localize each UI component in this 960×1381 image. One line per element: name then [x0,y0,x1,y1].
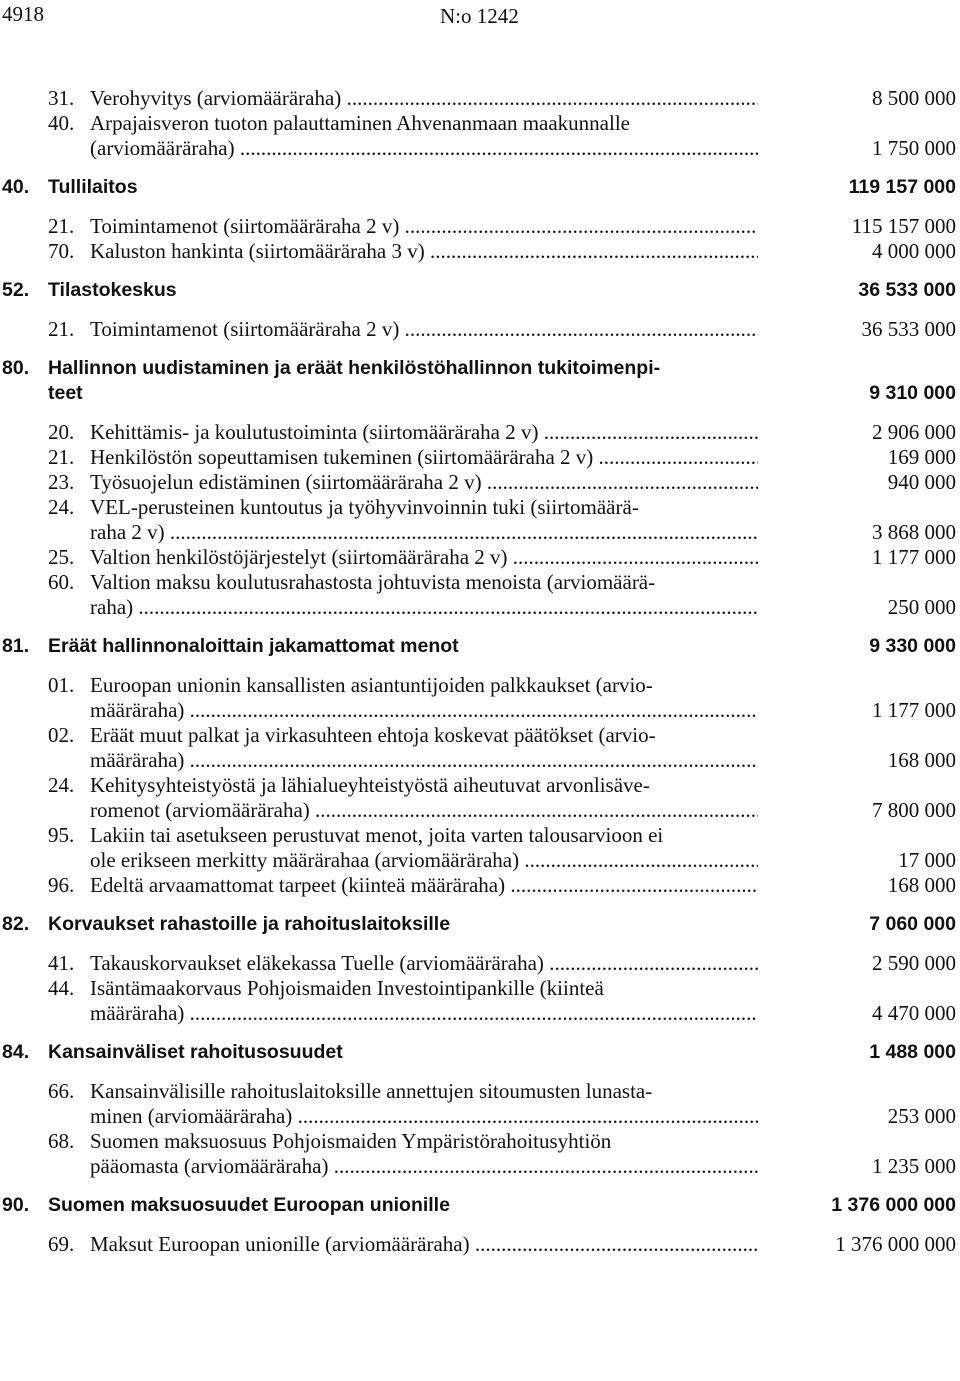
item-amount: 2 590 000 [872,951,956,975]
item-text: Euroopan unionin kansallisten asiantuntijoiden palkkaukset (arvio- [90,673,653,697]
item-text: Kansainvälisille rahoituslaitoksille annettujen sitoumusten lunasta- [90,1079,653,1103]
item-amount: 7 800 000 [872,798,956,822]
item-text: Kehitysyhteistyöstä ja lähialueyhteistyöstä aiheutuvat arvonlisäve- [90,773,650,797]
item-number: 40. [48,111,75,135]
item-row [0,723,960,748]
item-row [0,873,960,898]
item-text: Lakiin tai asetukseen perustuvat menot, joita varten talousarvioon ei [90,823,664,847]
item-number: 24. [48,773,75,797]
section-row [0,634,960,659]
item-text: minen (arviomääräraha) ..... [90,1104,758,1129]
section-amount: 1 376 000 000 [831,1194,956,1216]
item-number: 25. [48,545,75,569]
item-row [0,470,960,495]
item-number: 21. [48,317,75,341]
page-number: 4918 [2,2,44,26]
item-amount: 169 000 [887,445,956,469]
section-amount: 9 310 000 [869,382,956,404]
item-text: ole erikseen merkitty määrärahaa (arviomääräraha) ..... [90,848,758,873]
section-amount: 7 060 000 [869,913,956,935]
item-row [0,136,960,161]
item-number: 21. [48,445,75,469]
section-title: Kansainväliset rahoitusosuudet [48,1041,343,1063]
section-number: 52. [2,279,30,301]
item-number: 20. [48,420,75,444]
item-number: 69. [48,1232,75,1256]
item-text: romenot (arviomääräraha) ..... [90,798,758,823]
section-number: 90. [2,1194,30,1216]
item-text: Maksut Euroopan unionille (arviomääräraha) ..... [90,1232,758,1257]
section-amount: 1 488 000 [869,1041,956,1063]
item-text: Isäntämaakorvaus Pohjoismaiden Investointipankille (kiinteä [90,976,604,1000]
item-row [0,823,960,848]
item-row [0,673,960,698]
section-title: Tilastokeskus [48,279,177,301]
section-row [0,175,960,200]
section-title: teet [48,382,83,404]
item-row [0,317,960,342]
section-title: Eräät hallinnonaloittain jakamattomat menot [48,635,459,657]
item-amount: 1 750 000 [872,136,956,160]
item-row [0,698,960,723]
item-number: 70. [48,239,75,263]
item-amount: 1 376 000 000 [835,1232,956,1256]
item-amount: 168 000 [887,748,956,772]
section-number: 40. [2,176,30,198]
item-amount: 253 000 [887,1104,956,1128]
item-text: Toimintamenot (siirtomääräraha 2 v) ..... [90,214,758,239]
item-text: Kehittämis- ja koulutustoiminta (siirtomääräraha 2 v) ..... [90,420,758,445]
item-amount: 1 235 000 [872,1154,956,1178]
item-text: raha 2 v) ..... [90,520,758,545]
item-row [0,445,960,470]
item-row [0,214,960,239]
item-text: (arviomääräraha) ..... [90,136,758,161]
item-row [0,239,960,264]
item-number: 21. [48,214,75,238]
section-amount: 36 533 000 [858,279,956,301]
item-number: 68. [48,1129,75,1153]
item-text: määräraha) ..... [90,698,758,723]
item-text: Toimintamenot (siirtomääräraha 2 v) ..... [90,317,758,342]
item-number: 01. [48,673,75,697]
section-title: Tullilaitos [48,176,138,198]
section-row [0,381,960,406]
item-row [0,595,960,620]
item-amount: 4 000 000 [872,239,956,263]
item-row [0,495,960,520]
item-text: Verohyvitys (arviomääräraha) ..... [90,86,758,111]
section-number: 84. [2,1041,30,1063]
item-number: 24. [48,495,75,519]
section-title: Suomen maksuosuudet Euroopan unionille [48,1194,450,1216]
item-text: Takauskorvaukset eläkekassa Tuelle (arviomääräraha) ..... [90,951,758,976]
item-amount: 250 000 [887,595,956,619]
section-title: Korvaukset rahastoille ja rahoituslaitoksille [48,913,451,935]
budget-list [0,86,960,1257]
item-number: 96. [48,873,75,897]
item-number: 02. [48,723,75,747]
item-text: VEL-perusteinen kuntoutus ja työhyvinvoinnin tuki (siirtomäärä- [90,495,639,519]
section-number: 80. [2,357,30,379]
item-row [0,111,960,136]
item-amount: 1 177 000 [872,698,956,722]
item-text: Henkilöstön sopeuttamisen tukeminen (siirtomääräraha 2 v) ..... [90,445,758,470]
item-row [0,545,960,570]
item-number: 44. [48,976,75,1000]
section-row [0,356,960,381]
section-amount: 119 157 000 [848,176,956,198]
item-number: 60. [48,570,75,594]
item-amount: 168 000 [887,873,956,897]
section-row [0,1193,960,1218]
section-number: 82. [2,913,30,935]
item-number: 66. [48,1079,75,1103]
item-row [0,1154,960,1179]
item-row [0,86,960,111]
item-row [0,520,960,545]
item-row [0,1232,960,1257]
item-row [0,976,960,1001]
item-text: pääomasta (arviomääräraha) ..... [90,1154,758,1179]
item-amount: 17 000 [898,848,956,872]
item-amount: 940 000 [887,470,956,494]
section-amount: 9 330 000 [869,635,956,657]
item-amount: 4 470 000 [872,1001,956,1025]
item-text: raha) ..... [90,595,758,620]
section-number: 81. [2,635,30,657]
item-text: Arpajaisveron tuoton palauttaminen Ahvenanmaan maakunnalle [90,111,630,135]
page-header [0,2,960,32]
item-text: määräraha) ..... [90,748,758,773]
item-amount: 3 868 000 [872,520,956,544]
item-text: Valtion maksu koulutusrahastosta johtuvista menoista (arviomäärä- [90,570,656,594]
item-number: 23. [48,470,75,494]
item-row [0,773,960,798]
item-row [0,798,960,823]
item-text: Edeltä arvaamattomat tarpeet (kiinteä määräraha) ..... [90,873,758,898]
item-row [0,951,960,976]
item-text: Valtion henkilöstöjärjestelyt (siirtomääräraha 2 v) ..... [90,545,758,570]
journal-number: N:o 1242 [440,4,519,28]
item-number: 41. [48,951,75,975]
item-amount: 1 177 000 [872,545,956,569]
item-text: Kaluston hankinta (siirtomääräraha 3 v) ..... [90,239,758,264]
item-row [0,570,960,595]
item-text: Eräät muut palkat ja virkasuhteen ehtoja koskevat päätökset (arvio- [90,723,656,747]
item-number: 31. [48,86,75,110]
item-amount: 115 157 000 [851,214,956,238]
item-row [0,748,960,773]
section-row [0,912,960,937]
item-amount: 2 906 000 [872,420,956,444]
item-row [0,1104,960,1129]
item-text: määräraha) ..... [90,1001,758,1026]
item-text: Työsuojelun edistäminen (siirtomääräraha 2 v) ..... [90,470,758,495]
item-amount: 8 500 000 [872,86,956,110]
item-row [0,1079,960,1104]
item-number: 95. [48,823,75,847]
item-amount: 36 533 000 [861,317,956,341]
section-row [0,278,960,303]
item-text: Suomen maksuosuus Pohjoismaiden Ympäristörahoitusyhtiön [90,1129,612,1153]
item-row [0,1001,960,1026]
item-row [0,848,960,873]
item-row [0,1129,960,1154]
section-title: Hallinnon uudistaminen ja eräät henkilöstöhallinnon tukitoimenpi- [48,357,661,379]
item-row [0,420,960,445]
section-row [0,1040,960,1065]
